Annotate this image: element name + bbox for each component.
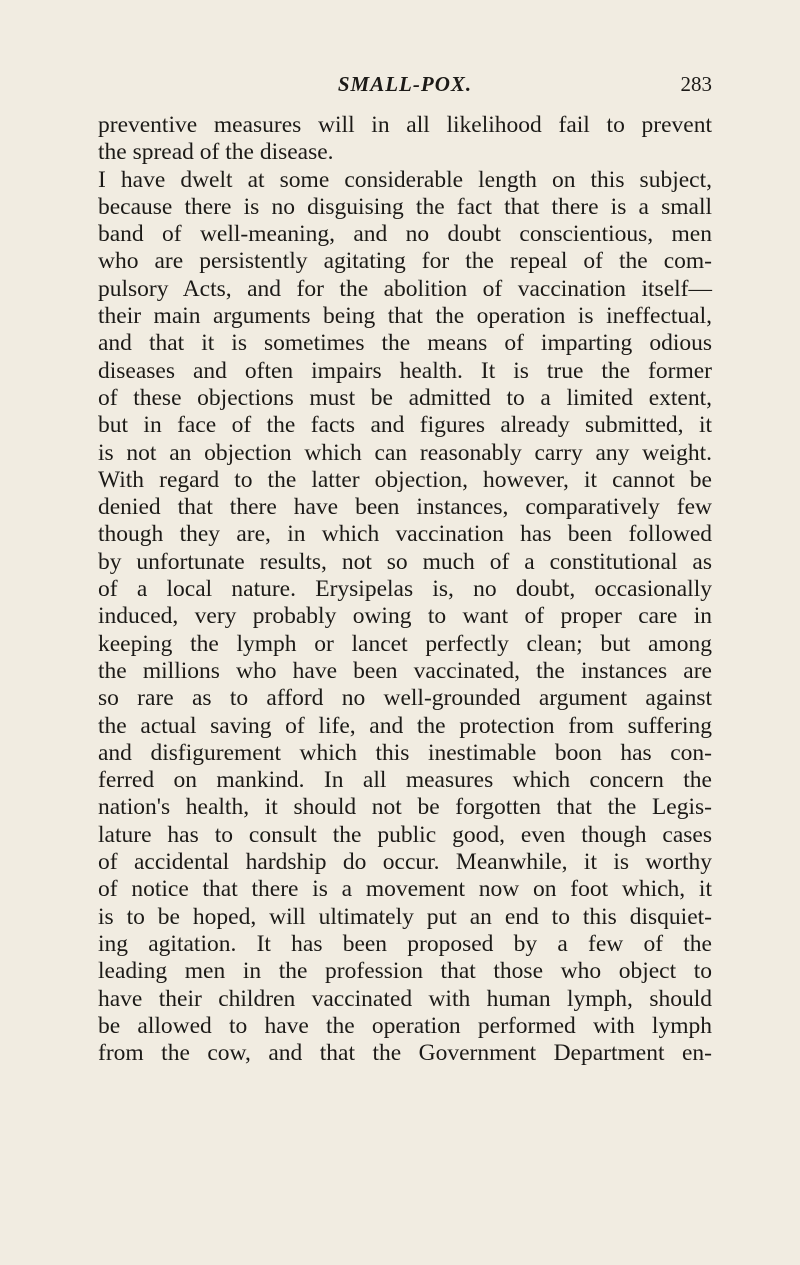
running-head [98, 72, 712, 102]
body-text [98, 112, 712, 1067]
page-number: 283 [680, 72, 712, 96]
text-line: their main arguments being that the operation is ineffectual, [98, 303, 712, 330]
text-line: pulsory Acts, and for the abolition of vaccination itself— [98, 275, 712, 302]
text-line: lature has to consult the public good, even though cases [98, 821, 712, 848]
text-line: denied that there have been instances, comparatively few [98, 494, 712, 521]
text-line: is to be hoped, will ultimately put an end to this disquiet- [98, 903, 712, 930]
text-line: and disfigurement which this inestimable boon has con- [98, 739, 712, 766]
running-title: SMALL-POX. [337, 72, 473, 96]
text-line: of accidental hardship do occur. Meanwhile, it is worthy [98, 849, 712, 876]
text-line: keeping the lymph or lancet perfectly clean; but among [98, 630, 712, 657]
text-line: of notice that there is a movement now on foot which, it [98, 876, 712, 903]
text-line: of a local nature. Erysipelas is, no doubt, occasionally [98, 576, 712, 603]
text-line: induced, very probably owing to want of proper care in [98, 603, 712, 630]
text-line: I have dwelt at some considerable length on this subject, [98, 166, 712, 193]
text-line: have their children vaccinated with human lymph, should [98, 985, 712, 1012]
text-line: so rare as to afford no well-grounded argument against [98, 685, 712, 712]
text-line: from the cow, and that the Government Department en- [98, 1040, 712, 1067]
text-line: ing agitation. It has been proposed by a few of the [98, 930, 712, 957]
text-line: is not an objection which can reasonably carry any weight. [98, 439, 712, 466]
text-line: the millions who have been vaccinated, the instances are [98, 657, 712, 684]
text-line: ferred on mankind. In all measures which concern the [98, 767, 712, 794]
text-line: though they are, in which vaccination has been followed [98, 521, 712, 548]
text-line: band of well-meaning, and no doubt conscientious, men [98, 221, 712, 248]
text-line: diseases and often impairs health. It is true the former [98, 357, 712, 384]
text-line: and that it is sometimes the means of imparting odious [98, 330, 712, 357]
text-line: nation's health, it should not be forgotten that the Legis- [98, 794, 712, 821]
text-line: preventive measures will in all likelihood fail to prevent [98, 112, 712, 138]
text-line: the actual saving of life, and the protection from suffering [98, 712, 712, 739]
text-line: by unfortunate results, not so much of a constitutional as [98, 548, 712, 575]
text-line: but in face of the facts and figures already submitted, it [98, 412, 712, 439]
text-line: who are persistently agitating for the repeal of the com- [98, 248, 712, 275]
text-line: because there is no disguising the fact that there is a small [98, 193, 712, 220]
text-line: be allowed to have the operation performed with lymph [98, 1012, 712, 1039]
text-line: of these objections must be admitted to a limited extent, [98, 384, 712, 411]
text-line: leading men in the profession that those who object to [98, 958, 712, 985]
text-line: With regard to the latter objection, however, it cannot be [98, 466, 712, 493]
text-line: the spread of the disease. [98, 139, 334, 166]
